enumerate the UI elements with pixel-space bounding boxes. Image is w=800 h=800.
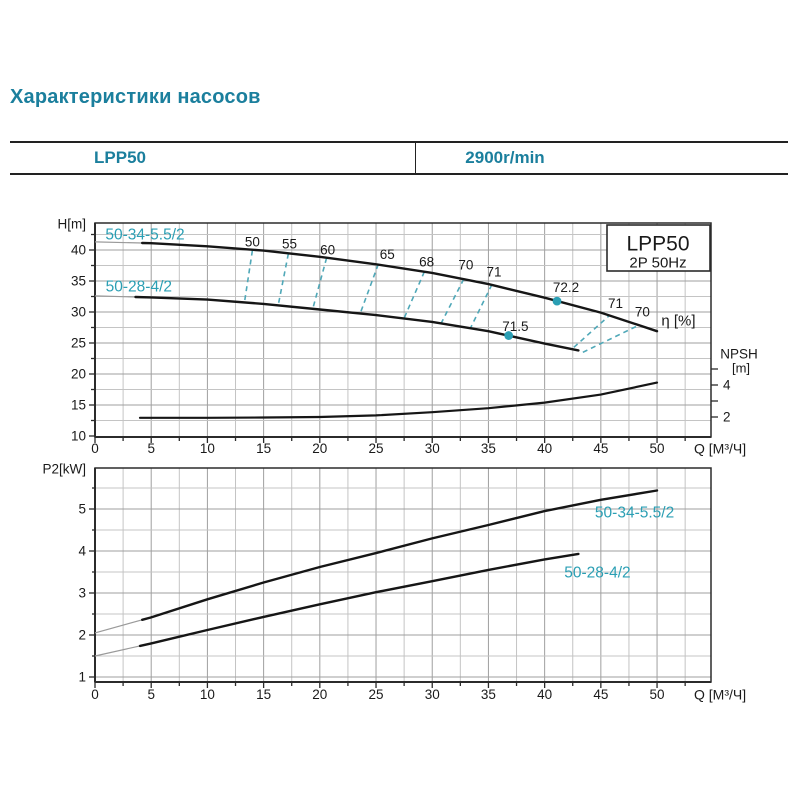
x-tick-label: 50: [649, 687, 665, 703]
efficiency-iso-label: 68: [419, 254, 435, 270]
series-label: 50-28-4/2: [105, 278, 173, 296]
efficiency-iso-line: [278, 254, 288, 305]
badge-model-text: LPP50: [626, 232, 690, 256]
y-tick-label: 15: [70, 397, 86, 413]
y-tick-label: 1: [78, 669, 86, 685]
npsh-tick-label: 2: [723, 409, 731, 425]
x-tick-label: 20: [312, 687, 328, 703]
y-axis-label-head: H[m]: [57, 216, 86, 232]
badge-spec-text: 2P 50Hz: [629, 254, 687, 272]
x-tick-label: 10: [199, 687, 215, 703]
x-tick-label: 35: [480, 687, 496, 703]
efficiency-point-label: 72.2: [552, 279, 580, 295]
y-tick-label: 35: [70, 273, 86, 289]
y-tick-label: 5: [78, 501, 86, 517]
y-axis-label-power: P2[kW]: [42, 461, 86, 477]
y-tick-label: 40: [70, 242, 86, 258]
x-tick-label: 40: [537, 441, 553, 457]
series-label: 50-28-4/2: [564, 564, 631, 582]
power-curve-50-28-4-2-lead-in: [95, 646, 140, 656]
x-tick-label: 35: [480, 441, 496, 457]
x-tick-label: 40: [537, 687, 553, 703]
npsh-axis-title: NPSH: [720, 346, 758, 362]
x-tick-label: 15: [256, 441, 272, 457]
efficiency-iso-label: 60: [320, 242, 336, 258]
header-cell-model: LPP50: [94, 148, 146, 167]
efficiency-iso-label: 71: [607, 296, 623, 312]
x-tick-label: 30: [424, 441, 440, 457]
efficiency-iso-label: 70: [634, 304, 650, 320]
y-tick-label: 4: [78, 543, 86, 559]
x-tick-label: 45: [593, 441, 609, 457]
power-curve-50-34-5-5-2-lead-in: [95, 620, 142, 633]
x-tick-label: 15: [256, 687, 272, 703]
efficiency-iso-label: 71: [486, 264, 502, 280]
efficiency-iso-label: 50: [244, 234, 260, 250]
page-title: Характеристики насосов: [10, 86, 261, 108]
x-tick-label: 5: [147, 441, 155, 457]
x-tick-label: 10: [199, 441, 215, 457]
x-tick-label: 50: [649, 441, 665, 457]
y-tick-label: 25: [70, 335, 86, 351]
y-tick-label: 2: [78, 627, 86, 643]
efficiency-iso-line: [404, 272, 424, 319]
npsh-tick-label: 4: [723, 377, 731, 393]
efficiency-iso-line: [245, 251, 253, 302]
x-tick-label: 0: [91, 441, 99, 457]
series-label: 50-34-5.5/2: [105, 226, 185, 244]
series-label: 50-34-5.5/2: [594, 504, 675, 522]
efficiency-axis-label: η [%]: [661, 312, 696, 330]
header-cell-speed: 2900r/min: [465, 148, 545, 167]
x-tick-label: 30: [424, 687, 440, 703]
npsh-unit-label: [m]: [731, 360, 751, 376]
y-tick-label: 30: [70, 304, 86, 320]
efficiency-point: [553, 297, 562, 306]
x-axis-label-flow: Q [М³/Ч]: [694, 686, 747, 703]
x-tick-label: 25: [368, 441, 384, 457]
x-tick-label: 45: [593, 687, 609, 703]
efficiency-iso-label: 65: [379, 247, 395, 263]
x-tick-label: 5: [147, 687, 155, 703]
efficiency-point-label: 71.5: [502, 318, 529, 334]
x-tick-label: 25: [368, 687, 384, 703]
y-tick-label: 10: [70, 428, 86, 444]
efficiency-iso-label: 70: [458, 257, 474, 273]
power-curve-50-34-5-5-2: [142, 491, 657, 620]
efficiency-iso-line: [583, 326, 638, 353]
efficiency-iso-label: 55: [281, 236, 297, 252]
npsh-curve: [140, 383, 657, 418]
y-tick-label: 3: [78, 585, 86, 601]
x-tick-label: 20: [312, 441, 328, 457]
y-tick-label: 20: [70, 366, 86, 382]
x-axis-label-flow: Q [М³/Ч]: [694, 440, 747, 457]
x-tick-label: 0: [91, 687, 99, 703]
